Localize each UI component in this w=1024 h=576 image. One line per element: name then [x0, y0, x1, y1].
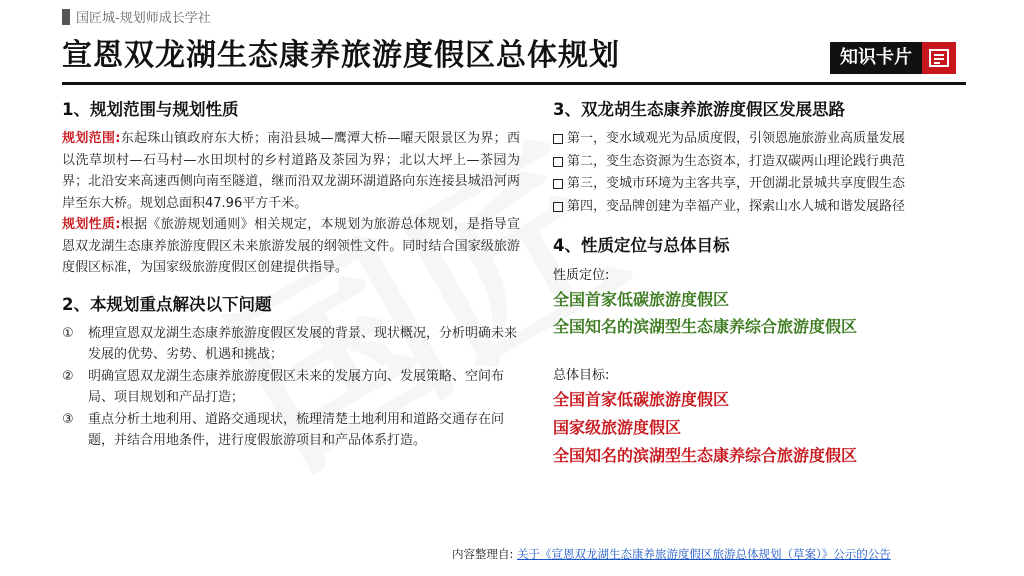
- positioning-item: 全国知名的滨湖型生态康养综合旅游度假区: [553, 317, 858, 336]
- section2: [62, 291, 520, 452]
- brand-header: [62, 7, 211, 26]
- list-item-text: 梳理宣恩双龙湖生态康养旅游度假区发展的背景、现状概况，分析明确未来发展的优势、劣势、机遇和挑战；: [88, 325, 518, 362]
- section4-heading: 4、性质定位与总体目标: [553, 236, 730, 255]
- source-link[interactable]: 关于《宣恩双龙湖生态康养旅游度假区旅游总体规划（草案）》公示的公告: [517, 547, 891, 561]
- section2-heading: 2、本规划重点解决以下问题: [62, 294, 272, 314]
- list-item-text: 重点分析土地利用、道路交通现状，梳理清楚土地利用和道路交通存在问题，并结合用地条件，进行度假旅游项目和产品体系打造。: [88, 411, 505, 448]
- brand-bar-icon: [62, 9, 70, 25]
- nature-paragraph: [62, 214, 520, 279]
- checkbox-square-icon: [553, 179, 563, 189]
- goal-item: 全国首家低碳旅游度假区: [553, 390, 730, 409]
- brand-name: 国匠城-规划师成长学社: [76, 11, 211, 26]
- list-marker: ①: [62, 325, 74, 341]
- knowledge-card-badge: [830, 42, 956, 74]
- approach-text: 第二，变生态资源为生态资本，打造双碳两山理论践行典范: [567, 153, 906, 169]
- goals-label: 总体目标:: [553, 368, 610, 383]
- list-item: [553, 151, 973, 174]
- positioning-item: 全国首家低碳旅游度假区: [553, 290, 730, 309]
- approach-text: 第三，变城市环境为主客共享，开创湖北景城共享度假生态: [567, 176, 906, 191]
- nature-label: 规划性质:: [62, 217, 121, 232]
- checkbox-square-icon: [553, 157, 563, 167]
- scope-label: 规划范围:: [62, 131, 121, 146]
- nature-text: 根据《旅游规划通则》相关规定，本规划为旅游总体规划，是指导宣恩双龙湖生态康养旅游度假区未来旅游发展的纲领性文件。同时结合国家级旅游度假区标准，为国家级旅游度假区创建提供指导。: [62, 217, 520, 275]
- list-marker: ②: [62, 368, 74, 384]
- right-column: [553, 96, 973, 470]
- section3-heading: 3、双龙胡生态康养旅游度假区发展思路: [553, 100, 845, 119]
- header-divider: [62, 82, 966, 85]
- source-footer: [452, 546, 891, 562]
- list-item-text: 明确宣恩双龙湖生态康养旅游度假区未来的发展方向、发展策略、空间布局、项目规划和产品打造；: [88, 368, 505, 405]
- list-marker: ③: [62, 411, 74, 427]
- goal-item: 国家级旅游度假区: [553, 418, 682, 437]
- scope-text: 东起珠山镇政府东大桥；南沿县城—鹰潭大桥—曜天限景区为界；西以洗草坝村—石马村—水田坝村的乡村道路及茶园为界；北以大坪上—茶园为界；北沿安来高速西侧向南至隧道，继而沿双龙湖环湖道路向东连接县城沿河两岸至东大桥。规划总面积47.96平方千米。: [62, 131, 520, 211]
- section1-heading: 1、规划范围与规划性质: [62, 100, 239, 119]
- goal-item: 全国知名的滨湖型生态康养综合旅游度假区: [553, 446, 858, 465]
- logo-icon: [922, 42, 956, 74]
- checkbox-square-icon: [553, 134, 563, 144]
- list-item: [62, 323, 520, 366]
- issue-list: [62, 323, 520, 452]
- approach-text: 第四，变品牌创建为幸福产业，探索山水人城和谐发展路径: [567, 198, 906, 214]
- approach-text: 第一，变水域观光为品质度假，引领恩施旅游业高质量发展: [567, 131, 906, 146]
- source-prefix: 内容整理自:: [452, 547, 514, 561]
- scope-paragraph: [62, 128, 520, 214]
- page-title: 宣恩双龙湖生态康养旅游度假区总体规划: [62, 38, 620, 73]
- positioning-label: 性质定位:: [553, 268, 610, 283]
- badge-label: 知识卡片: [830, 42, 922, 74]
- list-item: [553, 196, 973, 219]
- left-column: [62, 96, 520, 452]
- list-item: [62, 409, 520, 452]
- checkbox-square-icon: [553, 202, 563, 212]
- list-item: [553, 128, 973, 151]
- list-item: [62, 366, 520, 409]
- section4: [553, 232, 973, 470]
- list-item: [553, 173, 973, 196]
